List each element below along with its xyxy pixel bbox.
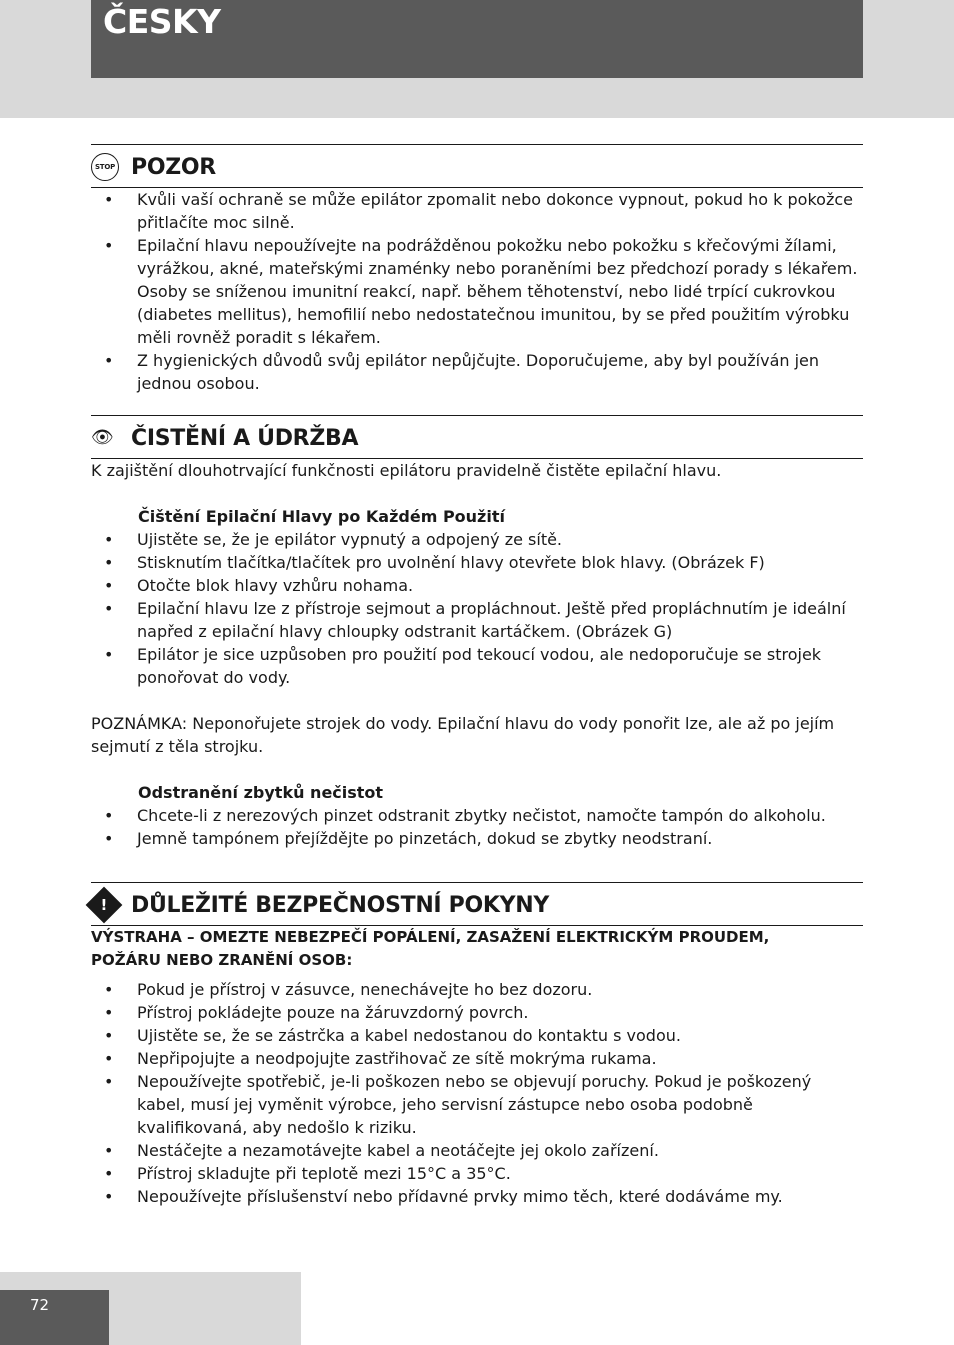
list-item: • Nestáčejte a nezamotávejte kabel a neotáčejte jej okolo zařízení. <box>91 1139 863 1162</box>
cleaning-list-1 <box>91 528 863 689</box>
list-item: • Nepoužívejte spotřebič, je-li poškozen nebo se objevují poruchy. Pokud je poškozený kabel, musí jej vyměnit výrobce, jeho servisní zástupce nebo osoba podobně kvalifikovaná, aby nedošlo k riziku. <box>91 1070 863 1139</box>
stop-icon: STOP <box>91 153 119 181</box>
cleaning-subheading-2: Odstranění zbytků nečistot <box>138 783 384 802</box>
language-header <box>91 0 863 78</box>
caution-heading <box>91 144 863 188</box>
list-item: • Přístroj skladujte při teplotě mezi 15°C a 35°C. <box>91 1162 863 1185</box>
list-item: • Kvůli vaší ochraně se může epilátor zpomalit nebo dokonce vypnout, pokud ho k pokožce přitlačíte moc silně. <box>91 188 863 234</box>
eye-icon: 👁 <box>91 427 114 448</box>
cleaning-title: ČISTĚNÍ A ÚDRŽBA <box>131 425 359 451</box>
list-item: • Otočte blok hlavy vzhůru nohama. <box>91 574 863 597</box>
safety-title: DŮLEŽITÉ BEZPEČNOSTNÍ POKYNY <box>131 892 550 918</box>
cleaning-list-2 <box>91 804 863 850</box>
list-item: • Epilátor je sice uzpůsoben pro použití pod tekoucí vodou, ale nedoporučuje se strojek ponořovat do vody. <box>91 643 863 689</box>
cleaning-intro: K zajištění dlouhotrvající funkčnosti epilátoru pravidelně čistěte epilační hlavu. <box>91 461 722 480</box>
caution-title: POZOR <box>131 154 216 180</box>
safety-heading <box>91 882 863 926</box>
list-item: • Stisknutím tlačítka/tlačítek pro uvolnění hlavy otevřete blok hlavy. (Obrázek F) <box>91 551 863 574</box>
list-item: • Ujistěte se, že je epilátor vypnutý a odpojený ze sítě. <box>91 528 863 551</box>
list-item: • Pokud je přístroj v zásuvce, nenechávejte ho bez dozoru. <box>91 978 863 1001</box>
list-item: • Ujistěte se, že se zástrčka a kabel nedostanou do kontaktu s vodou. <box>91 1024 863 1047</box>
page-number-box <box>0 1290 109 1345</box>
cleaning-subheading-1: Čištění Epilační Hlavy po Každém Použití <box>138 507 505 526</box>
language-title: ČESKY <box>103 2 221 41</box>
list-item: • Epilační hlavu nepoužívejte na podrážděnou pokožku nebo pokožku s křečovými žílami, vyrážkou, akné, mateřskými znaménky nebo poraněními bez předchozí porady s lékařem. Osoby se sníženou imunitní reakcí, např. během těhotenství, nebo lidé trpící cukrovkou (diabetes mellitus), hemofilií nebo nedostatečnou imunitou, by se před použitím výrobku měli rovněž poradit s lékařem. <box>91 234 863 349</box>
list-item: • Epilační hlavu lze z přístroje sejmout a propláchnout. Ještě před propláchnutím je ideální napřed z epilační hlavy chloupky odstranit kartáčkem. (Obrázek G) <box>91 597 863 643</box>
cleaning-note: POZNÁMKA: Neponořujete strojek do vody. Epilační hlavu do vody ponořit lze, ale až po jejím sejmutí z těla strojku. <box>91 714 835 756</box>
page-number: 72 <box>30 1296 50 1314</box>
list-item: • Jemně tampónem přejíždějte po pinzetách, dokud se zbytky neodstraní. <box>91 827 863 850</box>
list-item: • Z hygienických důvodů svůj epilátor nepůjčujte. Doporučujeme, aby byl používán jen jednou osobou. <box>91 349 863 395</box>
caution-list <box>91 188 863 395</box>
safety-warning: VÝSTRAHA – OMEZTE NEBEZPEČÍ POPÁLENÍ, ZASAŽENÍ ELEKTRICKÝM PROUDEM, POŽÁRU NEBO ZRANĚNÍ OSOB: <box>91 928 770 969</box>
page-content <box>91 144 863 1208</box>
safety-list <box>91 978 863 1208</box>
list-item: • Nepřipojujte a neodpojujte zastřihovač ze sítě mokrýma rukama. <box>91 1047 863 1070</box>
warning-icon: ! <box>86 887 123 924</box>
cleaning-heading <box>91 415 863 459</box>
list-item: • Nepoužívejte příslušenství nebo přídavné prvky mimo těch, které dodáváme my. <box>91 1185 863 1208</box>
list-item: • Přístroj pokládejte pouze na žáruvzdorný povrch. <box>91 1001 863 1024</box>
list-item: • Chcete-li z nerezových pinzet odstranit zbytky nečistot, namočte tampón do alkoholu. <box>91 804 863 827</box>
